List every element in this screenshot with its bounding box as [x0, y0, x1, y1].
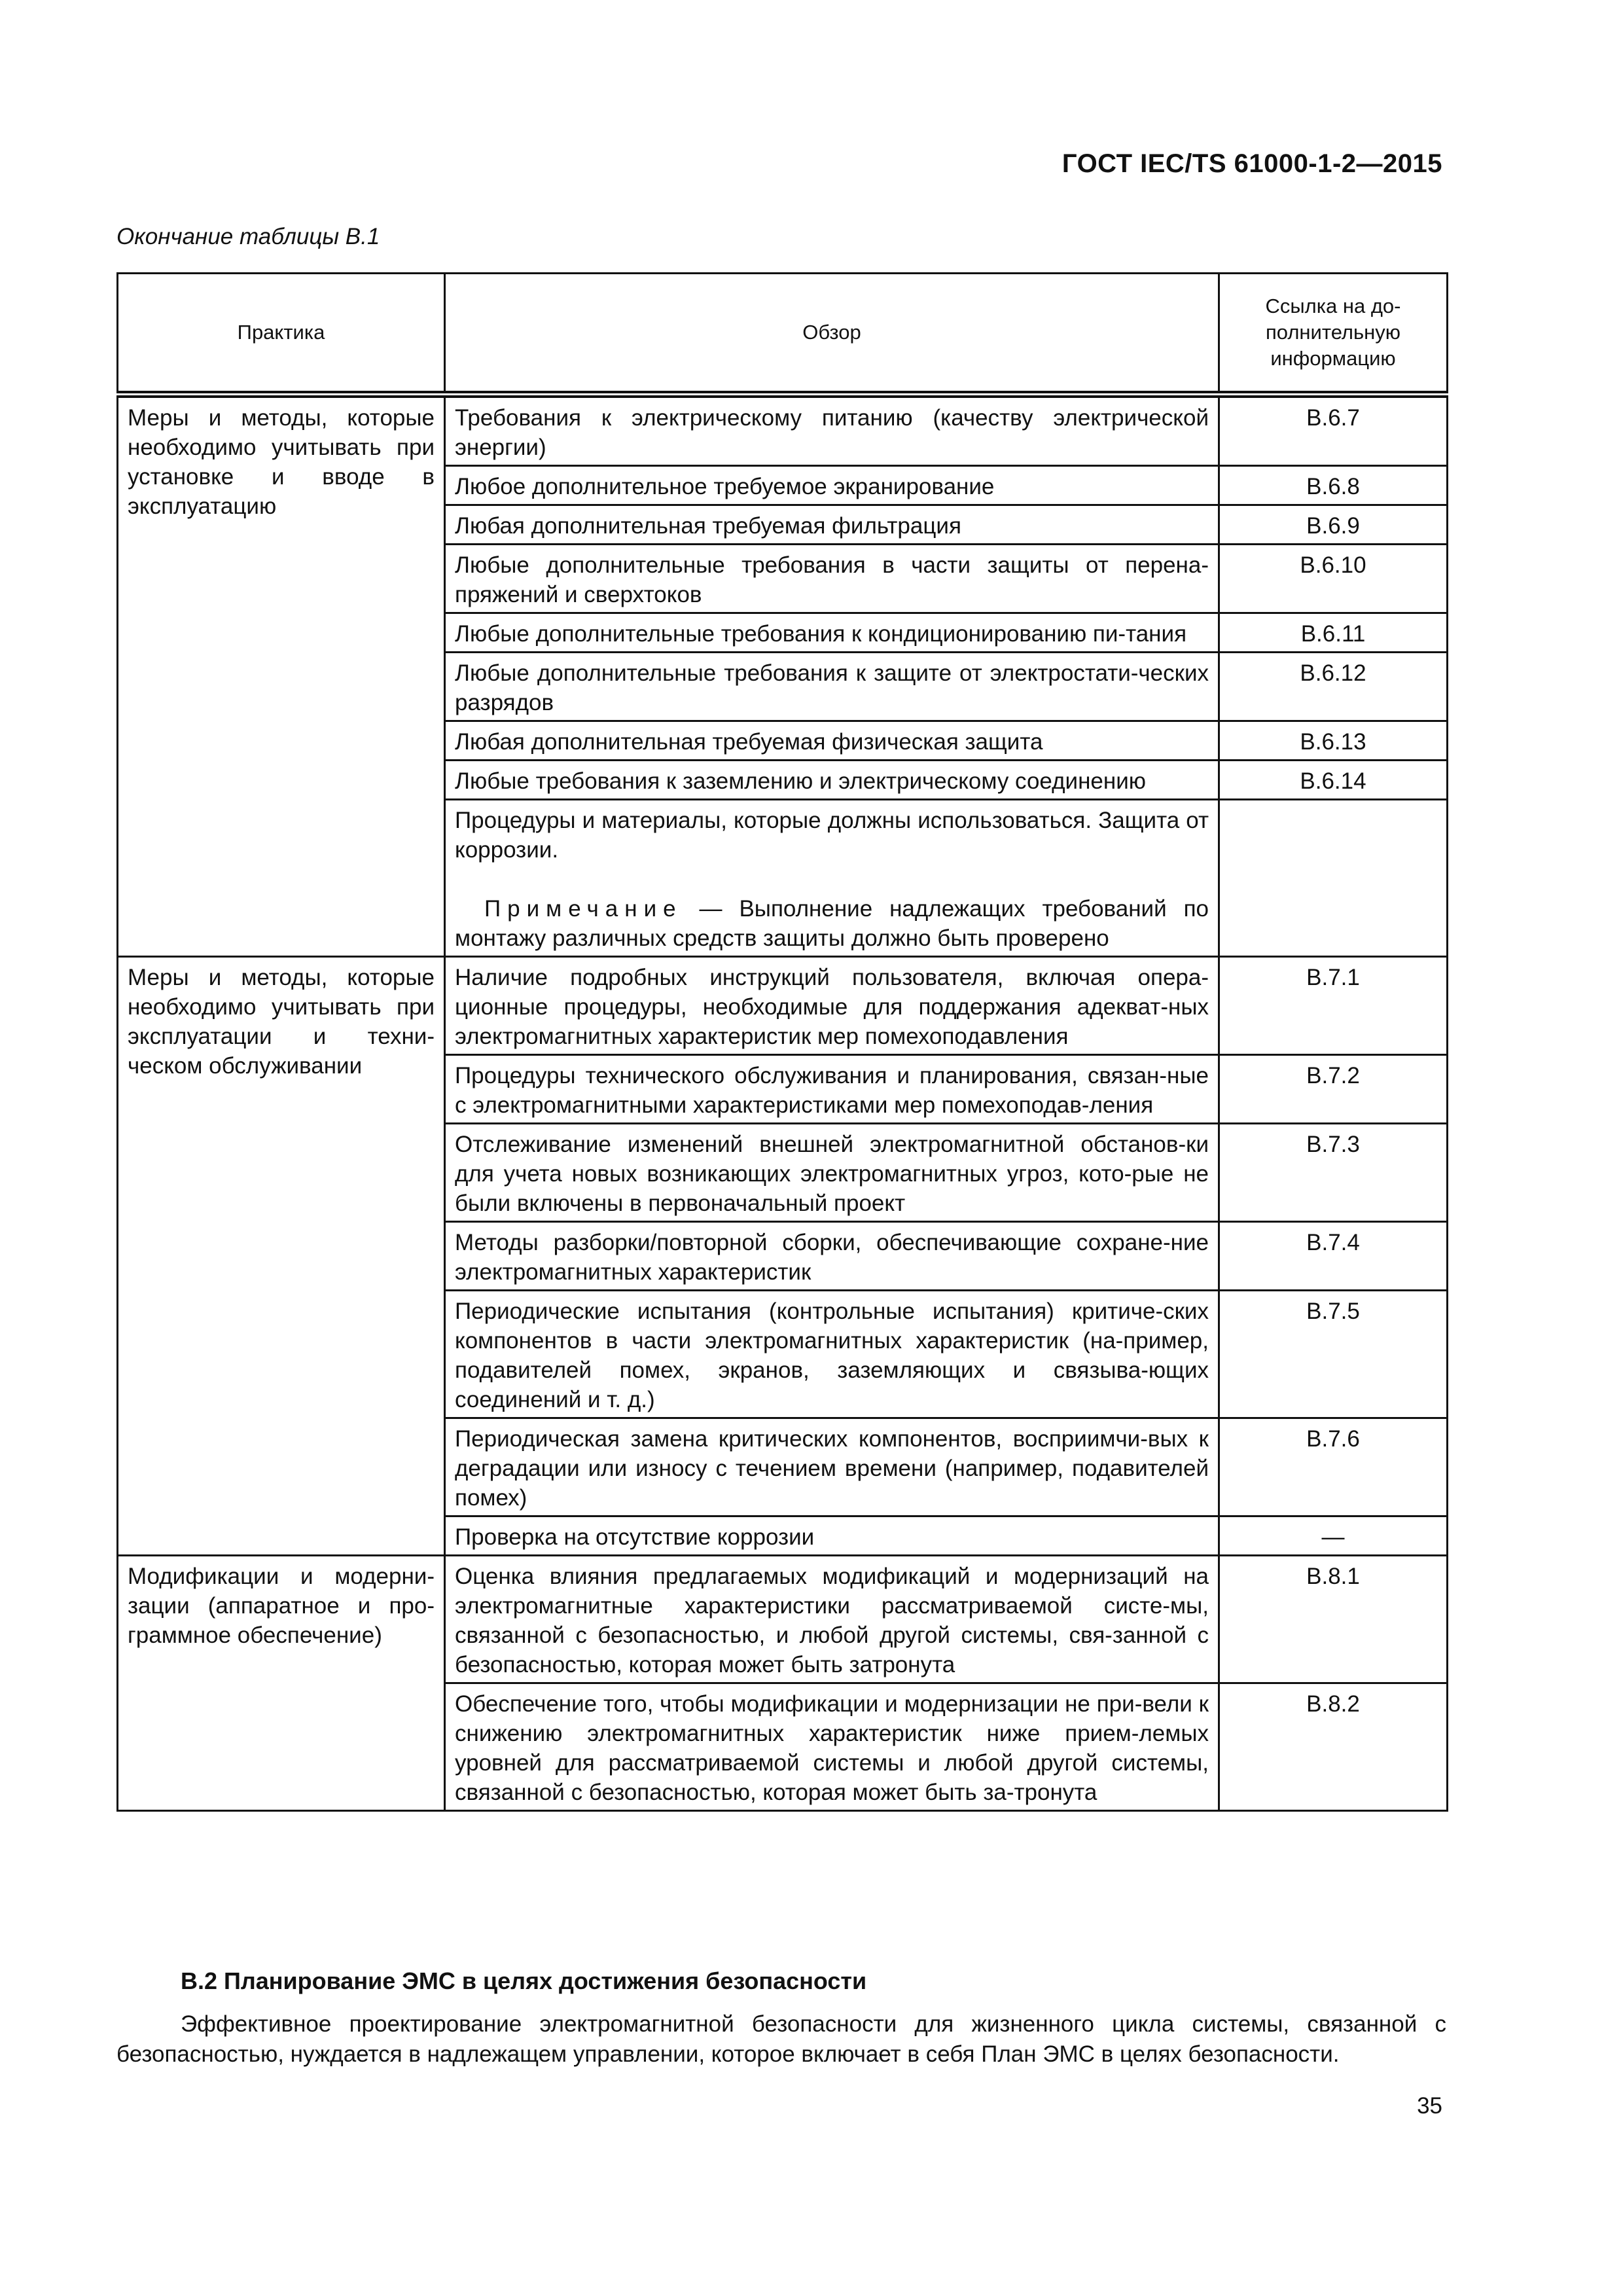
overview-cell: Методы разборки/повторной сборки, обеспечивающие сохране-ние электромагнитных характеристик — [445, 1222, 1219, 1291]
overview-cell: Любые дополнительные требования к защите от электростати-ческих разрядов — [445, 653, 1219, 721]
reference-cell: В.6.11 — [1219, 613, 1448, 653]
reference-cell: В.7.3 — [1219, 1124, 1448, 1222]
overview-cell: Любая дополнительная требуемая фильтрация — [445, 505, 1219, 545]
overview-text: Процедуры и материалы, которые должны использоваться. Защита от коррозии. — [455, 808, 1209, 863]
overview-cell: Наличие подробных инструкций пользователя, включая опера-ционные процедуры, необходимые для поддержания адекват-ных электромагнитных характеристик мер помехоподавления — [445, 957, 1219, 1055]
overview-cell: Оценка влияния предлагаемых модификаций и модернизаций на электромагнитные характеристики рассматриваемой систе-мы, связанной с безопасностью, и любой другой системы, свя-занной с безопасностью, которая может быть затронута — [445, 1556, 1219, 1683]
reference-cell: В.8.2 — [1219, 1683, 1448, 1811]
note-text: — Выполнение надлежащих требований по монтажу различных средств защиты должно быть проверено — [455, 896, 1209, 951]
table-row — [118, 1556, 1448, 1683]
header-overview: Обзор — [445, 274, 1219, 395]
note-label: Примечание — [484, 896, 683, 922]
overview-cell: Требования к электрическому питанию (качеству электрической энергии) — [445, 395, 1219, 466]
overview-cell: Отслеживание изменений внешней электромагнитной обстанов-ки для учета новых возникающих электромагнитных угроз, кото-рые не были включены в первоначальный проект — [445, 1124, 1219, 1222]
reference-cell: В.6.10 — [1219, 545, 1448, 613]
practice-operation: Меры и методы, которые необходимо учитывать при эксплуатации и техни-ческом обслуживании — [118, 957, 445, 1556]
page-number: 35 — [1417, 2093, 1442, 2119]
overview-cell: Любые дополнительные требования к кондиционированию пи-тания — [445, 613, 1219, 653]
overview-cell: Любые дополнительные требования в части защиты от перена-пряжений и сверхтоков — [445, 545, 1219, 613]
section-paragraph: Эффективное проектирование электромагнитной безопасности для жизненного цикла системы, связанной с безопасностью, нуждается в надлежащем управлении, которое включает в себя План ЭМС в целях безопасности. — [116, 2011, 1446, 2067]
reference-cell: В.6.8 — [1219, 466, 1448, 505]
practice-installation: Меры и методы, которые необходимо учитывать при установке и вводе в эксплуатацию — [118, 395, 445, 957]
reference-cell: В.6.7 — [1219, 395, 1448, 466]
overview-cell: Процедуры технического обслуживания и планирования, связан-ные с электромагнитными характеристиками мер помехоподав-ления — [445, 1055, 1219, 1124]
overview-cell: Любая дополнительная требуемая физическая защита — [445, 721, 1219, 761]
overview-cell: Проверка на отсутствие коррозии — [445, 1516, 1219, 1556]
overview-cell-with-note — [445, 800, 1219, 957]
reference-cell: В.6.14 — [1219, 761, 1448, 800]
overview-cell: Обеспечение того, чтобы модификации и модернизации не при-вели к снижению электромагнитных характеристик ниже прием-лемых уровней для рассматриваемой системы и любой другой системы, связанной с безопасностью, которая может быть за-тронута — [445, 1683, 1219, 1811]
note-block — [455, 894, 1209, 953]
overview-cell: Любые требования к заземлению и электрическому соединению — [445, 761, 1219, 800]
header-practice: Практика — [118, 274, 445, 395]
overview-cell: Любое дополнительное требуемое экранирование — [445, 466, 1219, 505]
reference-cell: В.7.6 — [1219, 1418, 1448, 1516]
practice-modifications: Модификации и модерни-зации (аппаратное и про-граммное обеспечение) — [118, 1556, 445, 1811]
table-row — [118, 395, 1448, 466]
table-caption: Окончание таблицы В.1 — [116, 224, 380, 249]
reference-cell: В.6.12 — [1219, 653, 1448, 721]
reference-cell: В.7.2 — [1219, 1055, 1448, 1124]
reference-cell: В.6.13 — [1219, 721, 1448, 761]
table-row — [118, 957, 1448, 1055]
reference-cell: В.6.9 — [1219, 505, 1448, 545]
reference-cell — [1219, 800, 1448, 957]
reference-cell: В.8.1 — [1219, 1556, 1448, 1683]
reference-cell: В.7.1 — [1219, 957, 1448, 1055]
table-header-row — [118, 274, 1448, 395]
practices-table — [116, 272, 1448, 1812]
reference-cell: В.7.4 — [1219, 1222, 1448, 1291]
document-standard-header: ГОСТ IEC/TS 61000-1-2—2015 — [1061, 149, 1442, 178]
header-reference: Ссылка на до-полнительную информацию — [1219, 274, 1448, 395]
reference-cell: — — [1219, 1516, 1448, 1556]
reference-cell: В.7.5 — [1219, 1291, 1448, 1418]
overview-cell: Периодическая замена критических компонентов, восприимчи-вых к деградации или износу с течением времени (например, подавителей помех) — [445, 1418, 1219, 1516]
overview-cell: Периодические испытания (контрольные испытания) критиче-ских компонентов в части электромагнитных характеристик (на-пример, подавителей помех, экранов, заземляющих и связыва-ющих соединений и т. д.) — [445, 1291, 1219, 1418]
section-title: В.2 Планирование ЭМС в целях достижения безопасности — [181, 1967, 867, 1994]
